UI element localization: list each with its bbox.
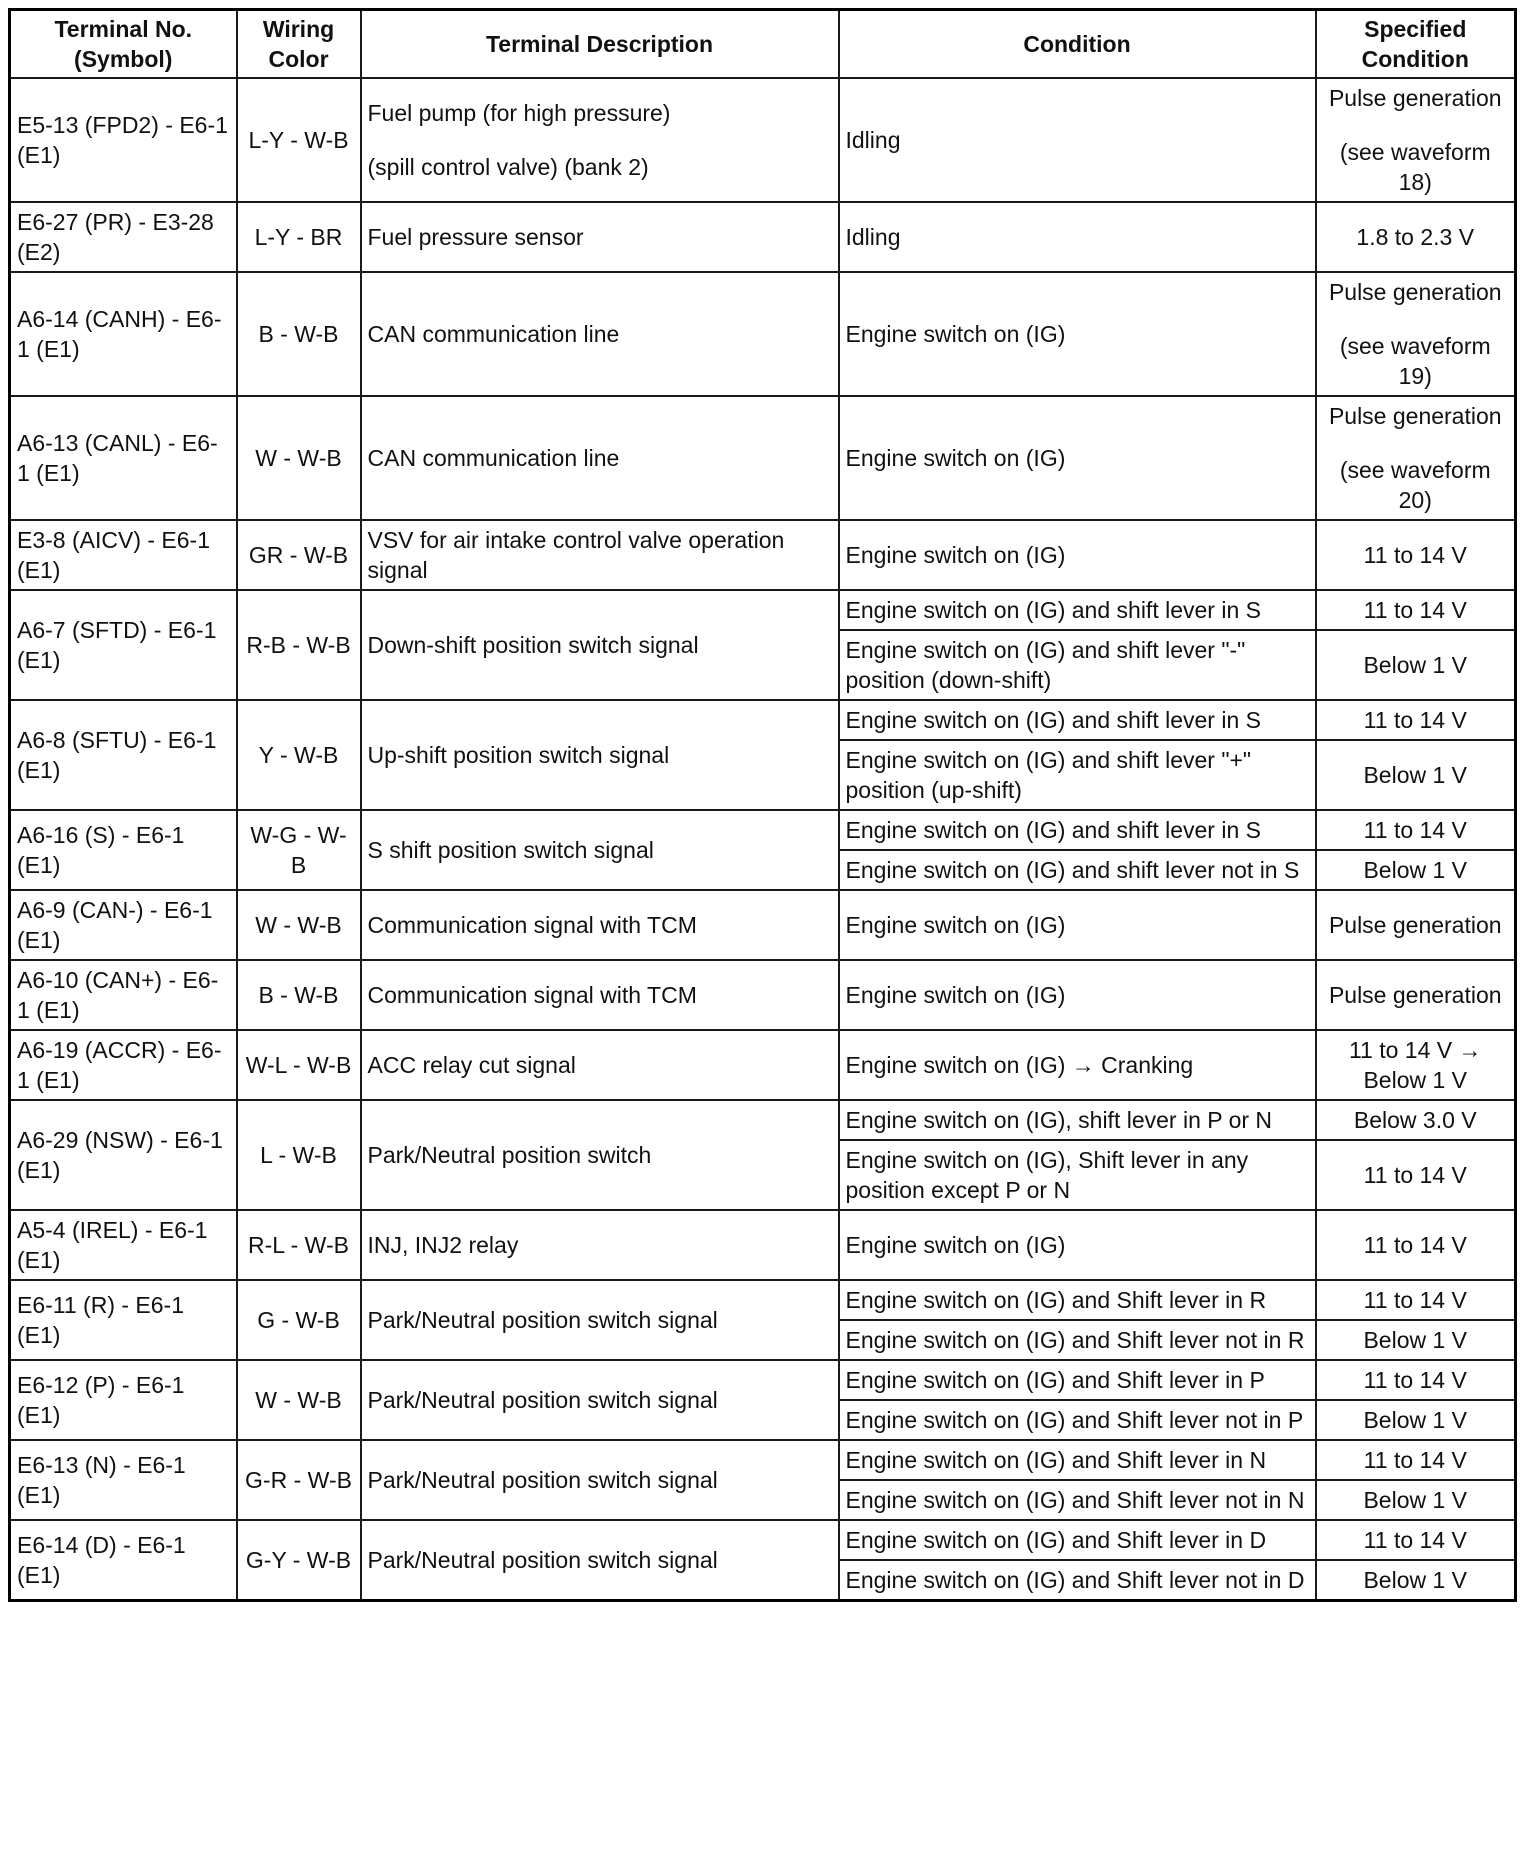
- wiring-color-cell: R-B - W-B: [237, 590, 361, 700]
- condition-cell: Idling: [839, 78, 1316, 202]
- description-line: Fuel pump (for high pressure): [367, 100, 671, 126]
- terminal-description-cell: [361, 590, 839, 700]
- spec-line: Below 1 V: [1363, 1567, 1468, 1593]
- spec-line: 11 to 14 V: [1363, 1447, 1467, 1473]
- description-line: Park/Neutral position switch signal: [367, 1467, 718, 1493]
- table-row: [10, 1210, 1516, 1280]
- spec-line: Below 1 V: [1363, 1407, 1468, 1433]
- header-wiring: Wiring Color: [237, 10, 361, 79]
- description-line: Park/Neutral position switch signal: [367, 1387, 718, 1413]
- terminal-cell: E3-8 (AICV) - E6-1 (E1): [10, 520, 237, 590]
- specified-condition-cell: [1316, 850, 1516, 890]
- header-terminal: Terminal No. (Symbol): [10, 10, 237, 79]
- description-line: Park/Neutral position switch signal: [367, 1547, 718, 1573]
- terminal-cell: A6-10 (CAN+) - E6-1 (E1): [10, 960, 237, 1030]
- condition-cell: Engine switch on (IG) and shift lever "+" position (up-shift): [839, 740, 1316, 810]
- specified-condition-cell: [1316, 1140, 1516, 1210]
- wiring-color-cell: Y - W-B: [237, 700, 361, 810]
- specified-condition-cell: [1316, 960, 1516, 1030]
- terminal-cell: A6-16 (S) - E6-1 (E1): [10, 810, 237, 890]
- table-row: [10, 1360, 1516, 1400]
- specified-condition-cell: [1316, 520, 1516, 590]
- description-line: INJ, INJ2 relay: [367, 1232, 519, 1258]
- wiring-color-cell: L-Y - W-B: [237, 78, 361, 202]
- condition-cell: Engine switch on (IG): [839, 960, 1316, 1030]
- spec-line-2: (see waveform 20): [1339, 457, 1491, 513]
- spec-line: Pulse generation: [1328, 403, 1502, 429]
- terminal-description-cell: [361, 1360, 839, 1440]
- terminal-cell: A6-13 (CANL) - E6-1 (E1): [10, 396, 237, 520]
- spec-line: 11 to 14 V: [1363, 1367, 1467, 1393]
- spec-line-2: (see waveform 18): [1339, 139, 1491, 195]
- spec-line: Below 1 V: [1363, 1487, 1468, 1513]
- terminal-description-cell: [361, 1520, 839, 1601]
- specified-condition-cell: [1316, 810, 1516, 850]
- description-line: VSV for air intake control valve operation signal: [367, 527, 785, 583]
- condition-cell: Engine switch on (IG) and shift lever in S: [839, 590, 1316, 630]
- terminal-cell: A6-8 (SFTU) - E6-1 (E1): [10, 700, 237, 810]
- header-description: Terminal Description: [361, 10, 839, 79]
- table-row: [10, 78, 1516, 202]
- spec-line: Below 1 V: [1363, 762, 1468, 788]
- terminal-cell: E6-14 (D) - E6-1 (E1): [10, 1520, 237, 1601]
- spec-line: Below 1 V: [1363, 1327, 1468, 1353]
- wiring-color-cell: B - W-B: [237, 272, 361, 396]
- spec-line: Below 1 V: [1363, 652, 1468, 678]
- terminal-description-cell: [361, 202, 839, 272]
- header-row: [10, 10, 1516, 79]
- spec-line: 11 to 14 V: [1363, 817, 1467, 843]
- wiring-color-cell: W-G - W-B: [237, 810, 361, 890]
- table-row: [10, 202, 1516, 272]
- terminal-cell: E6-12 (P) - E6-1 (E1): [10, 1360, 237, 1440]
- wiring-color-cell: L - W-B: [237, 1100, 361, 1210]
- spec-line: 11 to 14 V: [1363, 542, 1467, 568]
- spec-line: Pulse generation: [1328, 279, 1502, 305]
- terminal-cell: A6-7 (SFTD) - E6-1 (E1): [10, 590, 237, 700]
- condition-cell: Engine switch on (IG): [839, 890, 1316, 960]
- specified-condition-cell: [1316, 590, 1516, 630]
- specified-condition-cell: [1316, 78, 1516, 202]
- terminal-cell: E6-27 (PR) - E3-28 (E2): [10, 202, 237, 272]
- spec-line: 11 to 14 V: [1363, 1527, 1467, 1553]
- terminal-description-cell: [361, 520, 839, 590]
- specified-condition-cell: [1316, 1440, 1516, 1480]
- table-row: [10, 1520, 1516, 1560]
- condition-cell: Engine switch on (IG) and Shift lever not in R: [839, 1320, 1316, 1360]
- condition-cell: Engine switch on (IG) and Shift lever not in N: [839, 1480, 1316, 1520]
- condition-cell: Engine switch on (IG): [839, 272, 1316, 396]
- condition-cell: Engine switch on (IG) → Cranking: [839, 1030, 1316, 1100]
- wiring-color-cell: G - W-B: [237, 1280, 361, 1360]
- wiring-color-cell: L-Y - BR: [237, 202, 361, 272]
- terminal-description-cell: [361, 890, 839, 960]
- terminal-description-cell: [361, 78, 839, 202]
- specified-condition-cell: [1316, 1360, 1516, 1400]
- description-line: Park/Neutral position switch signal: [367, 1307, 718, 1333]
- specified-condition-cell: [1316, 1320, 1516, 1360]
- description-line: Up-shift position switch signal: [367, 742, 670, 768]
- terminal-description-cell: [361, 810, 839, 890]
- spec-line: 11 to 14 V: [1363, 597, 1467, 623]
- description-line: Down-shift position switch signal: [367, 632, 699, 658]
- wiring-color-cell: GR - W-B: [237, 520, 361, 590]
- spec-line: Below 1 V: [1363, 857, 1468, 883]
- spec-line: 11 to 14 V → Below 1 V: [1348, 1037, 1482, 1093]
- table-row: [10, 272, 1516, 396]
- description-line: ACC relay cut signal: [367, 1052, 576, 1078]
- terminal-cell: E6-11 (R) - E6-1 (E1): [10, 1280, 237, 1360]
- wiring-color-cell: B - W-B: [237, 960, 361, 1030]
- terminal-description-cell: [361, 1030, 839, 1100]
- specified-condition-cell: [1316, 1400, 1516, 1440]
- terminal-description-cell: [361, 396, 839, 520]
- spec-line: 11 to 14 V: [1363, 1287, 1467, 1313]
- terminal-description-cell: [361, 272, 839, 396]
- terminal-description-cell: [361, 1280, 839, 1360]
- terminal-cell: A6-14 (CANH) - E6-1 (E1): [10, 272, 237, 396]
- condition-cell: Engine switch on (IG) and shift lever in S: [839, 810, 1316, 850]
- spec-line: Pulse generation: [1328, 912, 1502, 938]
- table-row: [10, 1440, 1516, 1480]
- specified-condition-cell: [1316, 890, 1516, 960]
- terminal-description-cell: [361, 700, 839, 810]
- specified-condition-cell: [1316, 1520, 1516, 1560]
- table-row: [10, 960, 1516, 1030]
- table-row: [10, 700, 1516, 740]
- wiring-color-cell: R-L - W-B: [237, 1210, 361, 1280]
- header-specified: Specified Condition: [1316, 10, 1516, 79]
- terminal-cell: E6-13 (N) - E6-1 (E1): [10, 1440, 237, 1520]
- terminal-cell: A6-29 (NSW) - E6-1 (E1): [10, 1100, 237, 1210]
- wiring-color-cell: G-R - W-B: [237, 1440, 361, 1520]
- wiring-color-cell: W - W-B: [237, 1360, 361, 1440]
- specified-condition-cell: [1316, 630, 1516, 700]
- condition-cell: Engine switch on (IG) and Shift lever in D: [839, 1520, 1316, 1560]
- condition-cell: Engine switch on (IG): [839, 520, 1316, 590]
- specified-condition-cell: [1316, 1100, 1516, 1140]
- terminal-table: [8, 8, 1517, 1602]
- condition-cell: Engine switch on (IG) and shift lever not in S: [839, 850, 1316, 890]
- condition-cell: Engine switch on (IG) and Shift lever not in D: [839, 1560, 1316, 1601]
- spec-line: 11 to 14 V: [1363, 1232, 1467, 1258]
- spec-line: Pulse generation: [1328, 85, 1502, 111]
- condition-cell: Engine switch on (IG): [839, 396, 1316, 520]
- condition-cell: Idling: [839, 202, 1316, 272]
- description-line: Communication signal with TCM: [367, 912, 697, 938]
- specified-condition-cell: [1316, 700, 1516, 740]
- specified-condition-cell: [1316, 1210, 1516, 1280]
- table-row: [10, 1280, 1516, 1320]
- condition-cell: Engine switch on (IG), shift lever in P or N: [839, 1100, 1316, 1140]
- specified-condition-cell: [1316, 396, 1516, 520]
- terminal-description-cell: [361, 960, 839, 1030]
- specified-condition-cell: [1316, 1480, 1516, 1520]
- condition-cell: Engine switch on (IG) and Shift lever in R: [839, 1280, 1316, 1320]
- spec-line: Pulse generation: [1328, 982, 1502, 1008]
- terminal-cell: E5-13 (FPD2) - E6-1 (E1): [10, 78, 237, 202]
- spec-line: 11 to 14 V: [1363, 707, 1467, 733]
- spec-line: 1.8 to 2.3 V: [1356, 224, 1475, 250]
- table-row: [10, 590, 1516, 630]
- terminal-cell: A5-4 (IREL) - E6-1 (E1): [10, 1210, 237, 1280]
- condition-cell: Engine switch on (IG) and Shift lever in P: [839, 1360, 1316, 1400]
- table-row: [10, 520, 1516, 590]
- condition-cell: Engine switch on (IG): [839, 1210, 1316, 1280]
- terminal-description-cell: [361, 1100, 839, 1210]
- table-row: [10, 890, 1516, 960]
- wiring-color-cell: W - W-B: [237, 396, 361, 520]
- wiring-color-cell: W - W-B: [237, 890, 361, 960]
- condition-cell: Engine switch on (IG) and shift lever in S: [839, 700, 1316, 740]
- specified-condition-cell: [1316, 740, 1516, 810]
- condition-cell: Engine switch on (IG) and Shift lever in N: [839, 1440, 1316, 1480]
- specified-condition-cell: [1316, 272, 1516, 396]
- table-row: [10, 396, 1516, 520]
- table-body: [10, 78, 1516, 1601]
- specified-condition-cell: [1316, 1280, 1516, 1320]
- specified-condition-cell: [1316, 202, 1516, 272]
- wiring-color-cell: W-L - W-B: [237, 1030, 361, 1100]
- terminal-cell: A6-9 (CAN-) - E6-1 (E1): [10, 890, 237, 960]
- description-line: CAN communication line: [367, 445, 620, 471]
- description-line: Communication signal with TCM: [367, 982, 697, 1008]
- condition-cell: Engine switch on (IG) and Shift lever not in P: [839, 1400, 1316, 1440]
- terminal-cell: A6-19 (ACCR) - E6-1 (E1): [10, 1030, 237, 1100]
- terminal-description-cell: [361, 1440, 839, 1520]
- description-line: Fuel pressure sensor: [367, 224, 584, 250]
- description-line: S shift position switch signal: [367, 837, 654, 863]
- condition-cell: Engine switch on (IG) and shift lever "-" position (down-shift): [839, 630, 1316, 700]
- table-row: [10, 810, 1516, 850]
- specified-condition-cell: [1316, 1030, 1516, 1100]
- condition-cell: Engine switch on (IG), Shift lever in any position except P or N: [839, 1140, 1316, 1210]
- header-condition: Condition: [839, 10, 1316, 79]
- table-row: [10, 1100, 1516, 1140]
- table-row: [10, 1030, 1516, 1100]
- specified-condition-cell: [1316, 1560, 1516, 1601]
- spec-line-2: (see waveform 19): [1339, 333, 1491, 389]
- spec-line: 11 to 14 V: [1363, 1162, 1467, 1188]
- wiring-color-cell: G-Y - W-B: [237, 1520, 361, 1601]
- description-line: CAN communication line: [367, 321, 620, 347]
- terminal-description-cell: [361, 1210, 839, 1280]
- description-line: Park/Neutral position switch: [367, 1142, 652, 1168]
- spec-line: Below 3.0 V: [1353, 1107, 1477, 1133]
- description-line-2: (spill control valve) (bank 2): [367, 154, 649, 180]
